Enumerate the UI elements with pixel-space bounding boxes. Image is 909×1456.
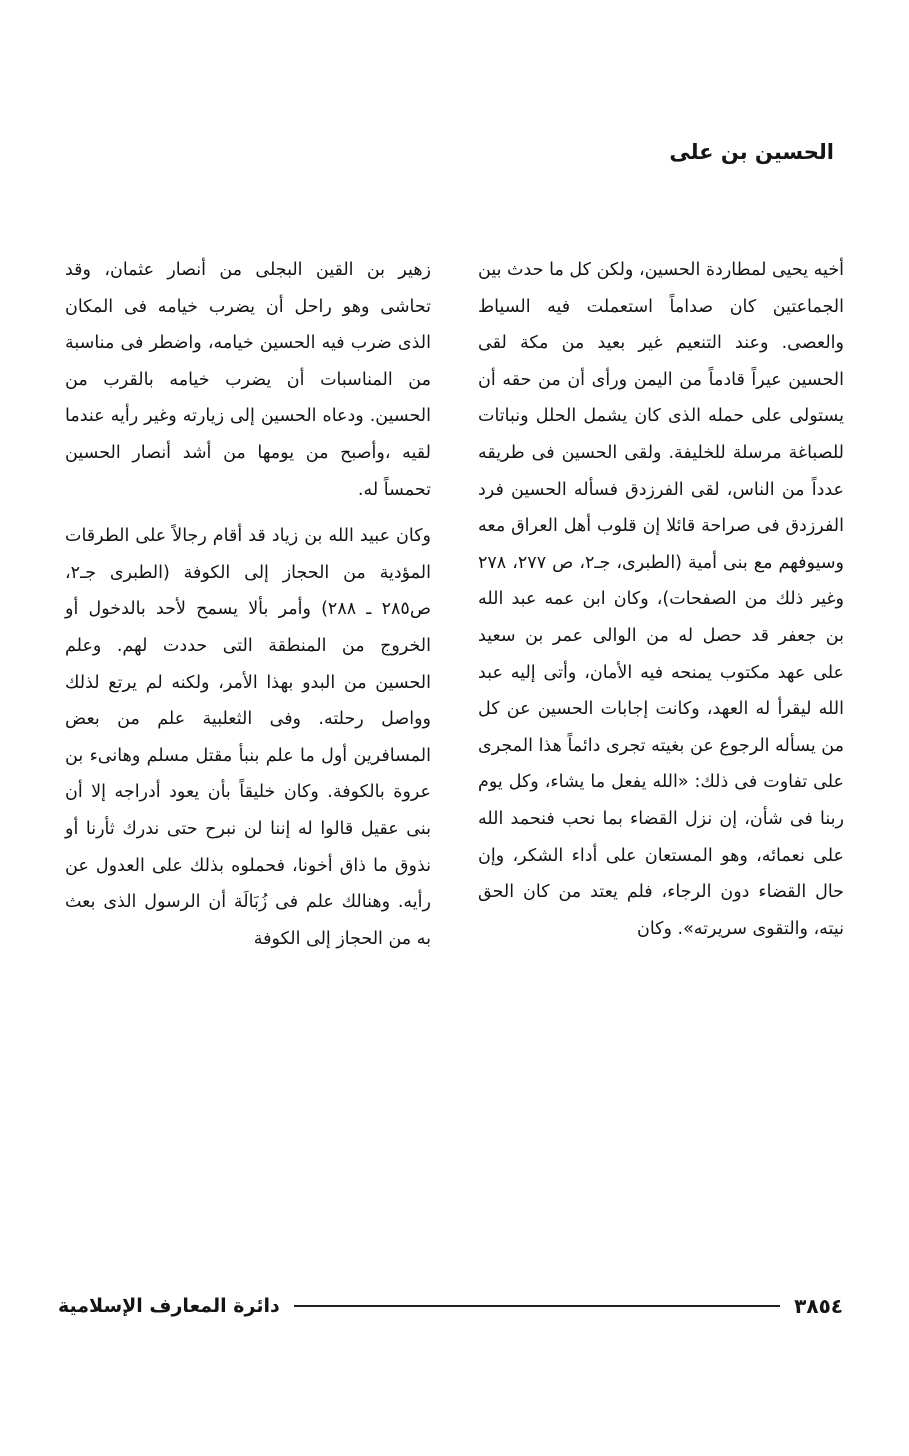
footer-divider-line xyxy=(294,1305,780,1307)
page-footer xyxy=(58,1286,843,1326)
left-column-paragraph-1: زهير بن القين البجلى من أنصار عثمان، وقد تحاشى وهو راحل أن يضرب خيامه فى المكان الذى ضرب فيه الحسين خيامه، واضطر فى مناسبة من المناسبات أن يضرب خيامه بالقرب من الحسين. ودعاه الحسين إلى زيارته وغير رأيه عندما لقيه ،وأصبح من يومها من أشد أنصار الحسين تحمساً له. xyxy=(65,260,431,500)
left-text-column xyxy=(65,252,431,957)
right-column-paragraph: أخيه يحيى لمطاردة الحسين، ولكن كل ما حدث بين الجماعتين كان صداماً استعملت فيه السياط والعصى. وعند التنعيم غير بعيد من مكة لقى الحسين عيراً قادماً من اليمن ورأى أن من حقه أن يستولى على حمله الذى كان يشمل الحلل ونباتات للصباغة مرسلة للخليفة. ولقى الحسين فى طريقه عدداً من الناس، لقى الفرزدق فسأله الحسين فرد الفرزدق فى صراحة قائلا إن قلوب أهل العراق معه وسيوفهم مع بنى أمية (الطبرى، جـ٢، ص ٢٧٧، ٢٧٨ وغير ذلك من الصفحات)، وكان ابن عمه عبد الله بن جعفر قد حصل له من الوالى عمر بن سعيد على عهد مكتوب يمنحه فيه الأمان، وأتى إليه عبد الله ليقرأ له العهد، وكانت إجابات الحسين عن كل من يسأله الرجوع عن بغيته تجرى دائماً هذا المجرى على تفاوت فى ذلك: «الله يفعل ما يشاء، وكل يوم ربنا فى شأن، إن نزل القضاء بما نحب فنحمد الله على نعمائه، وهو المستعان على أداء الشكر، وإن حال القضاء دون الرجاء، فلم يعتد من كان الحق نيته، والتقوى سريرته». وكان xyxy=(478,260,844,939)
left-column-paragraph-2: وكان عبيد الله بن زياد قد أقام رجالاً على الطرقات المؤدية من الحجاز إلى الكوفة (الطبرى جـ٢، ص٢٨٥ ـ ٢٨٨) وأمر بألا يسمح لأحد بالدخول أو الخروج من المنطقة التى حددت لهم. وعلم الحسين من البدو بهذا الأمر، ولكنه لم يرتع لذلك وواصل رحلته. وفى الثعلبية علم من بعض المسافرين أول ما علم بنبأ مقتل مسلم وهانىء بن عروة بالكوفة. وكان خليقاً بأن يعود أدراجه إلا أن بنى عقيل قالوا له إننا لن نبرح حتى ندرك ثأرنا أو نذوق ما ذاق أخونا، فحملوه بذلك على العدول عن رأيه. وهنالك علم فى زُبَالَة أن الرسول الذى بعث به من الحجاز إلى الكوفة xyxy=(65,526,431,949)
page-number: ٣٨٥٤ xyxy=(794,1294,843,1318)
page-header-title: الحسين بن على xyxy=(669,140,834,164)
right-text-column xyxy=(478,252,844,947)
publication-title: دائرة المعارف الإسلامية xyxy=(58,1295,280,1317)
